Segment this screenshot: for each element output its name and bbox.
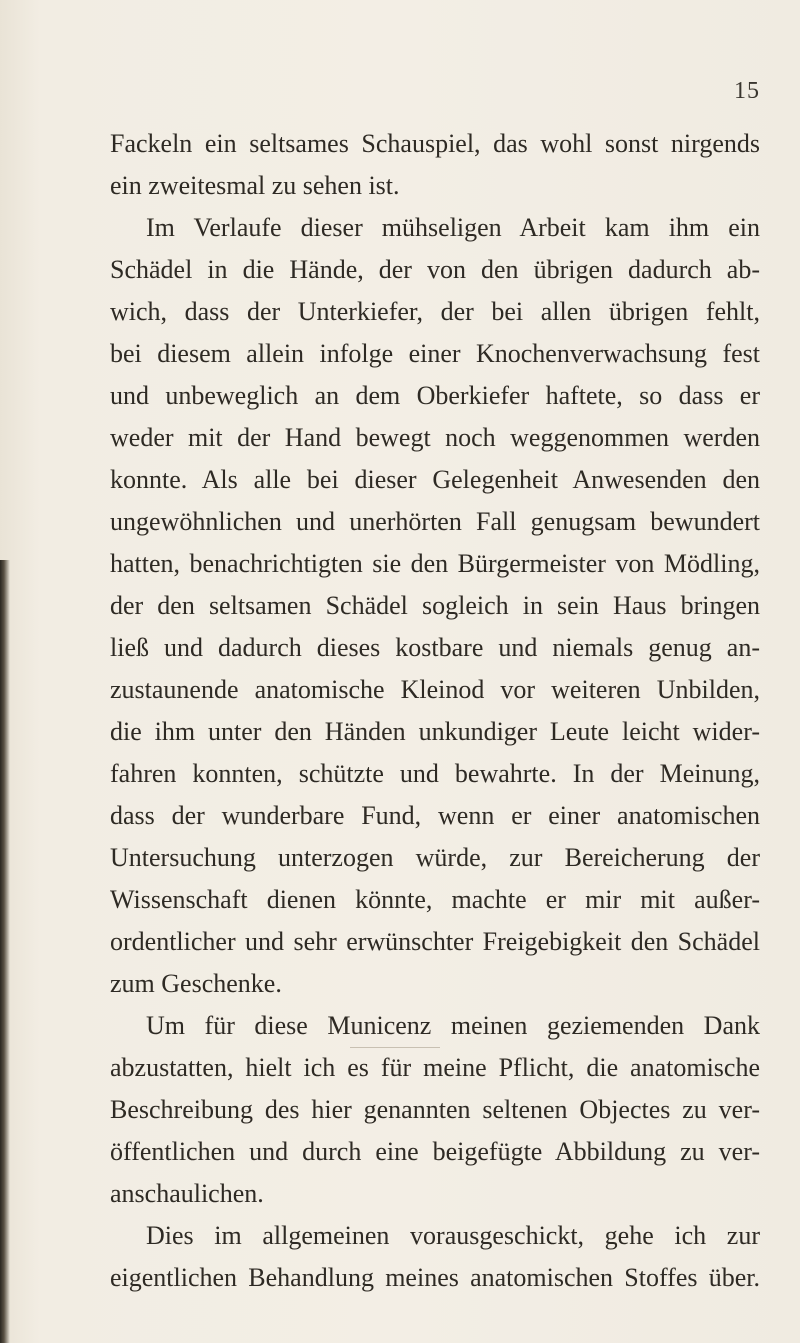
text-line: abzustatten, hielt ich es für meine Pflicht, die anatomische xyxy=(110,1053,760,1082)
text-line: Fackeln ein seltsames Schauspiel, das wohl sonst nirgends xyxy=(110,129,760,158)
text-line: ordentlicher und sehr erwünschter Freigebigkeit den Schädel xyxy=(110,927,760,956)
text-line: hatten, benachrichtigten sie den Bürgermeister von Mödling, xyxy=(110,549,760,578)
text-line: öffentlichen und durch eine beigefügte Abbildung zu ver- xyxy=(110,1137,760,1166)
text-line: weder mit der Hand bewegt noch weggenommen werden xyxy=(110,423,760,452)
text-line: fahren konnten, schützte und bewahrte. In der Meinung, xyxy=(110,759,760,788)
text-line: anschaulichen. xyxy=(110,1179,264,1208)
text-line: Wissenschaft dienen könnte, machte er mir mit außer- xyxy=(110,885,760,914)
text-line: die ihm unter den Händen unkundiger Leute leicht wider- xyxy=(110,717,760,746)
text-line: Beschreibung des hier genannten seltenen Objectes zu ver- xyxy=(110,1095,760,1124)
text-line: und unbeweglich an dem Oberkiefer haftete, so dass er xyxy=(110,381,760,410)
text-line: Schädel in die Hände, der von den übrigen dadurch ab- xyxy=(110,255,760,284)
text-line: zum Geschenke. xyxy=(110,969,282,998)
text-line: zustaunende anatomische Kleinod vor weiteren Unbilden, xyxy=(110,675,760,704)
text-line: ein zweitesmal zu sehen ist. xyxy=(110,171,400,200)
text-line: eigentlichen Behandlung meines anatomischen Stoffes über. xyxy=(110,1263,760,1292)
text-line: Um für diese Municenz meinen geziemenden Dank xyxy=(146,1011,760,1040)
text-line: konnte. Als alle bei dieser Gelegenheit Anwesenden den xyxy=(110,465,760,494)
section-divider xyxy=(350,1047,440,1048)
text-line: ließ und dadurch dieses kostbare und niemals genug an- xyxy=(110,633,760,662)
binding-shadow xyxy=(0,560,10,1343)
text-line: bei diesem allein infolge einer Knochenverwachsung fest xyxy=(110,339,760,368)
page-number: 15 xyxy=(734,78,760,104)
text-line: dass der wunderbare Fund, wenn er einer anatomischen xyxy=(110,801,760,830)
text-line: wich, dass der Unterkiefer, der bei allen übrigen fehlt, xyxy=(110,297,760,326)
text-line: ungewöhnlichen und unerhörten Fall genugsam bewundert xyxy=(110,507,760,536)
text-line: der den seltsamen Schädel sogleich in sein Haus bringen xyxy=(110,591,760,620)
body-text xyxy=(110,123,760,1299)
text-line: Untersuchung unterzogen würde, zur Bereicherung der xyxy=(110,843,760,872)
text-line: Dies im allgemeinen vorausgeschickt, gehe ich zur xyxy=(146,1221,760,1250)
text-line: Im Verlaufe dieser mühseligen Arbeit kam ihm ein xyxy=(146,213,760,242)
